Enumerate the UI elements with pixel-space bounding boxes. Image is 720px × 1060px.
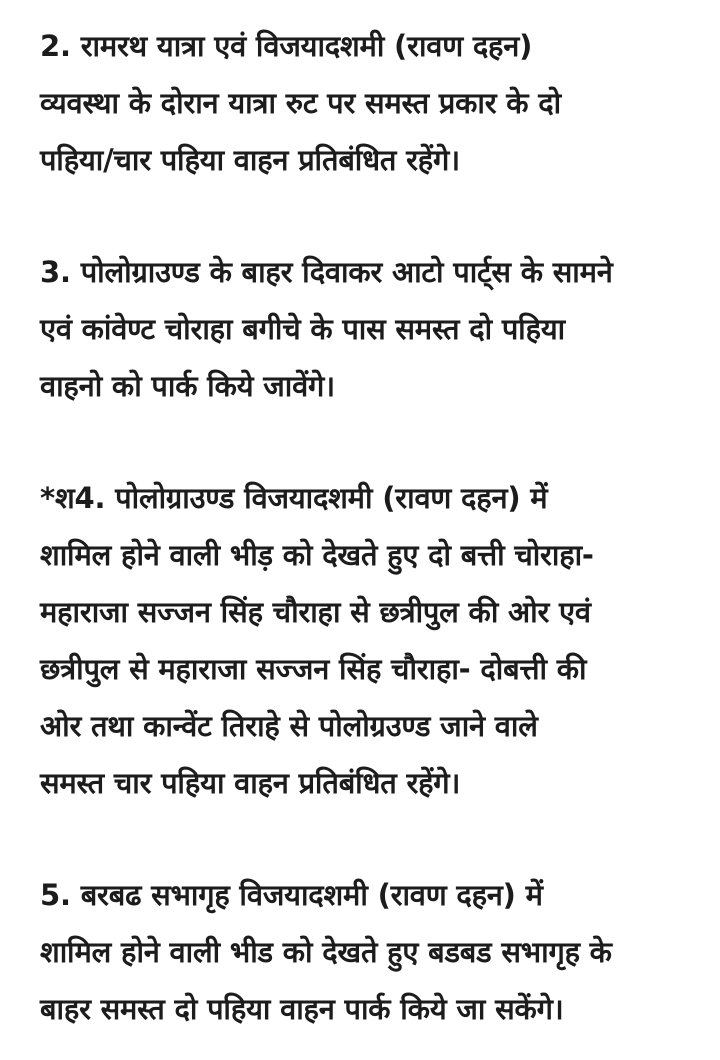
text-line: 5. बरबढ सभागृह विजयादशमी (रावण दहन) में bbox=[40, 878, 543, 912]
text-line: शामिल होने वाली भीड को देखते हुए बडबड सभागृह के bbox=[40, 935, 612, 969]
text-line: 3. पोलोग्राउण्ड के बाहर दिवाकर आटो पार्ट्स के सामने bbox=[40, 255, 613, 289]
text-line: वाहनो को पार्क किये जावेंगे। bbox=[40, 369, 335, 403]
paragraph-5 bbox=[40, 867, 696, 1038]
text-line: छत्रीपुल से महाराजा सज्जन सिंह चौराहा- दोबत्ती की bbox=[40, 652, 587, 686]
paragraph-3 bbox=[40, 244, 696, 415]
text-line: *श4. पोलोग्राउण्ड विजयादशमी (रावण दहन) में bbox=[40, 481, 548, 515]
text-line: महाराजा सज्जन सिंह चौराहा से छत्रीपुल की ओर एवं bbox=[40, 595, 591, 629]
paragraph-spacer bbox=[40, 415, 696, 470]
text-line: एवं कांवेण्ट चोराहा बगीचे के पास समस्त दो पहिया bbox=[40, 312, 565, 346]
text-line: बाहर समस्त दो पहिया वाहन पार्क किये जा सकेंगे। bbox=[40, 992, 564, 1026]
text-line: व्यवस्था के दोरान यात्रा रुट पर समस्त प्रकार के दो bbox=[40, 86, 561, 120]
text-line: समस्त चार पहिया वाहन प्रतिबंधित रहेंगे। bbox=[40, 766, 461, 800]
text-line: 2. रामरथ यात्रा एवं विजयादशमी (रावण दहन) bbox=[40, 29, 533, 63]
text-line: शामिल होने वाली भीड़ को देखते हुए दो बत्ती चोराहा- bbox=[40, 538, 594, 572]
text-line: ओर तथा कान्वेंट तिराहे से पोलोग्रउण्ड जाने वाले bbox=[40, 709, 538, 743]
paragraph-4 bbox=[40, 470, 696, 812]
paragraph-2 bbox=[40, 18, 696, 189]
paragraph-spacer bbox=[40, 812, 696, 867]
text-line: पहिया/चार पहिया वाहन प्रतिबंधित रहेंगे। bbox=[40, 143, 460, 177]
paragraph-spacer bbox=[40, 189, 696, 244]
